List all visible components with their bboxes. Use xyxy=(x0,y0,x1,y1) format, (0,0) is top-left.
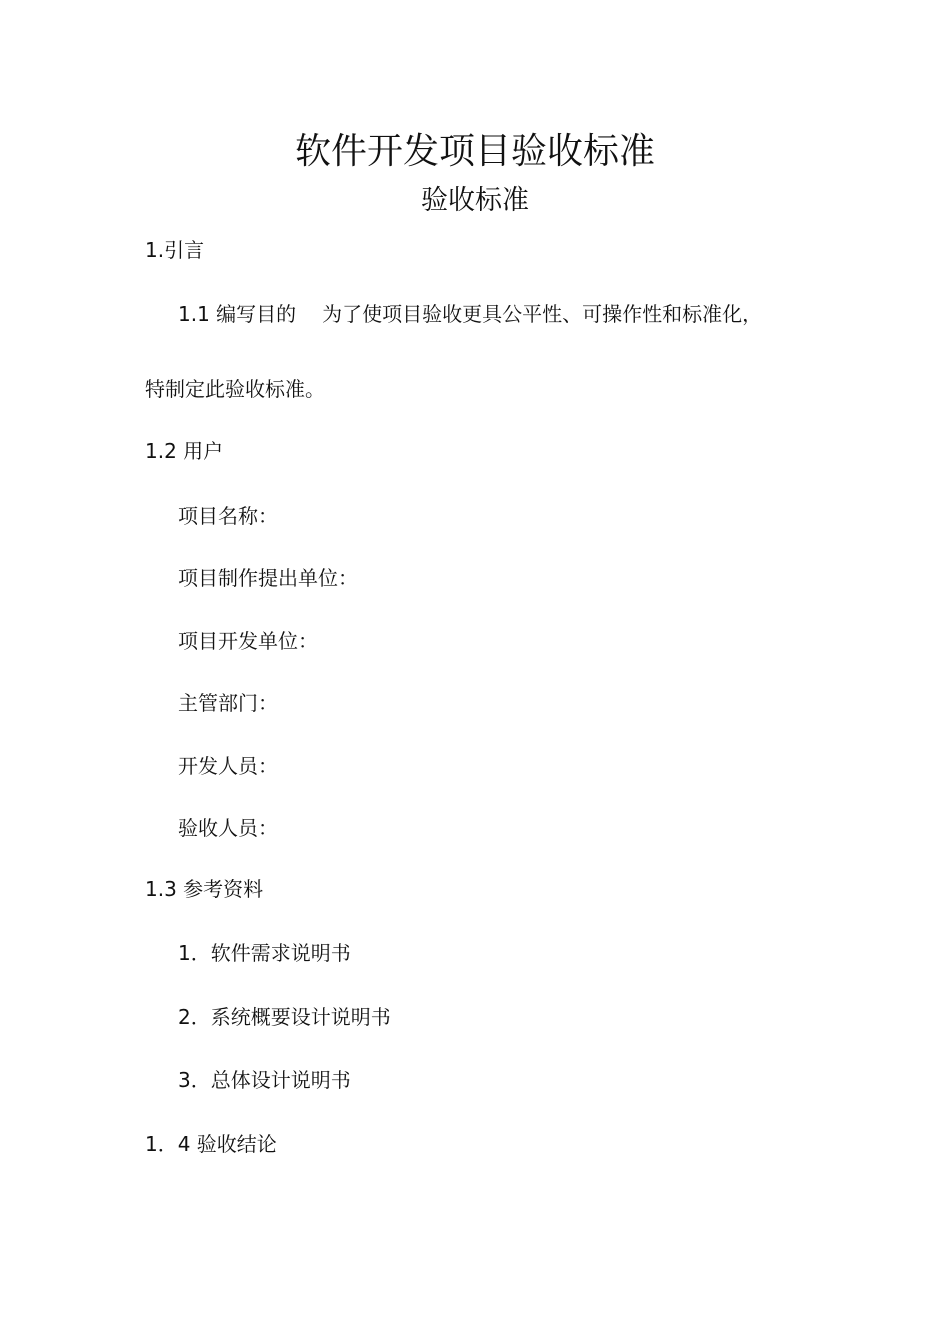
section-heading-references: 1.3 参考资料 xyxy=(145,877,264,901)
section-heading-conclusion: 1．4 验收结论 xyxy=(145,1132,277,1156)
reference-item: 3．总体设计说明书 xyxy=(178,1068,351,1092)
section-heading-intro: 1.引言 xyxy=(145,238,205,262)
field-requesting-unit: 项目制作提出单位： xyxy=(178,566,358,590)
purpose-label: 1.1 编写目的 xyxy=(178,302,297,326)
reference-item: 1．软件需求说明书 xyxy=(178,941,351,965)
field-development-unit: 项目开发单位： xyxy=(178,629,318,653)
field-department: 主管部门： xyxy=(178,691,278,715)
section-heading-users: 1.2 用户 xyxy=(145,439,224,463)
purpose-paragraph xyxy=(178,301,762,327)
purpose-text: 为了使项目验收更具公平性、可操作性和标准化， xyxy=(322,302,763,326)
document-title: 软件开发项目验收标准 xyxy=(294,131,655,172)
reference-item: 2．系统概要设计说明书 xyxy=(178,1005,391,1029)
field-developers: 开发人员： xyxy=(178,754,278,778)
purpose-text-continued: 特制定此验收标准。 xyxy=(145,377,325,401)
field-acceptance-staff: 验收人员： xyxy=(178,816,278,840)
document-subtitle: 验收标准 xyxy=(421,185,529,216)
field-project-name: 项目名称： xyxy=(178,504,278,528)
